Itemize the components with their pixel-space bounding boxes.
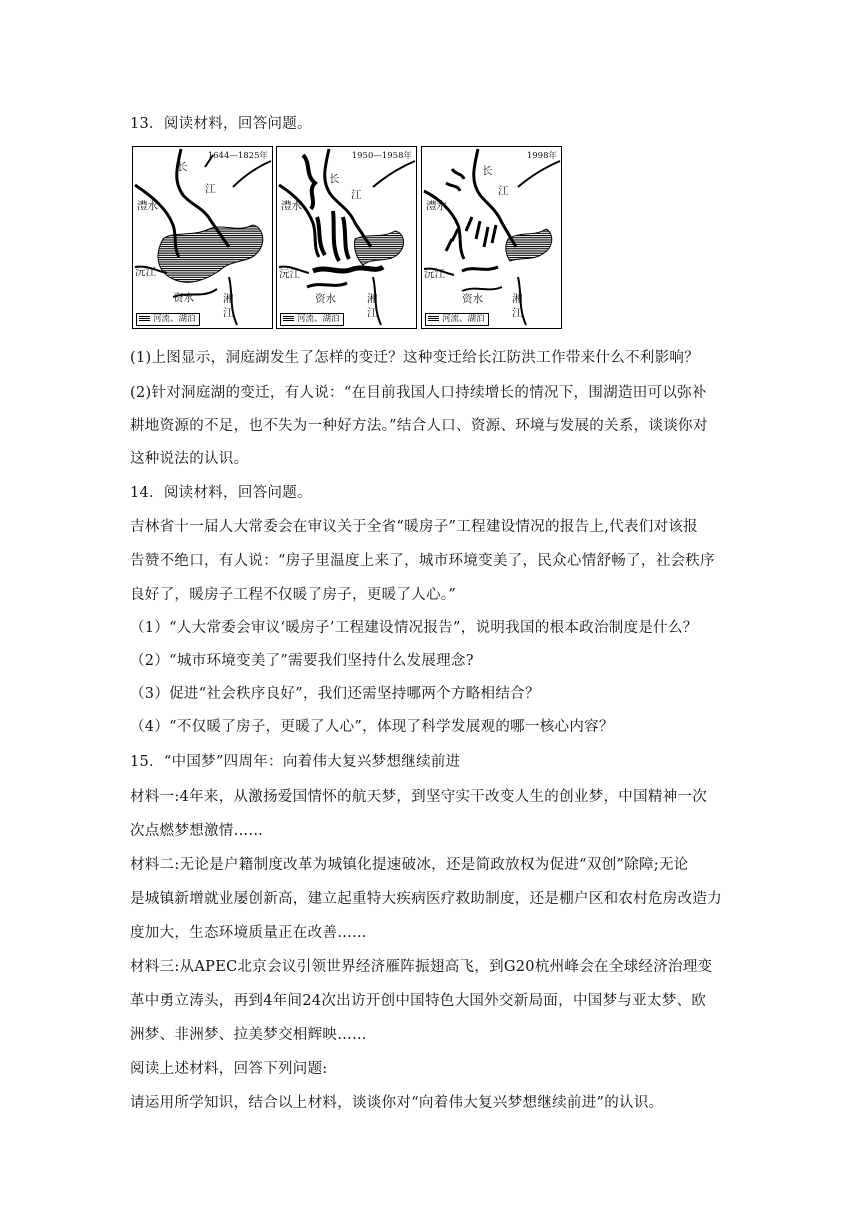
map-1950-1958 <box>276 146 417 329</box>
question-15-material-3-line-3: 洲梦、非洲梦、拉美梦交相辉映…… <box>130 1027 367 1043</box>
river-label-chang: 长 <box>177 161 188 173</box>
river-label-jiang: 江 <box>498 185 509 197</box>
question-14-part-1: （1）“人大常委会审议‘暖房子’工程建设情况报告”，说明我国的根本政治制度是什么？ <box>130 620 698 636</box>
question-13-part-2-line-2: 耕地资源的不足，也不失为一种好方法。”结合人口、资源、环境与发展的关系，谈谈你对 <box>130 418 708 434</box>
question-14-part-2: （2）“城市环境变美了”需要我们坚持什么发展理念? <box>130 653 474 669</box>
map-1998 <box>421 146 562 329</box>
river-label-lishui: 澧水 <box>426 200 447 212</box>
question-14-material-line-2: 告赞不绝口，有人说：“房子里温度上来了，城市环境变美了，民众心情舒畅了，社会秩序 <box>130 553 715 569</box>
river-label-chang: 长 <box>482 165 493 177</box>
river-label-xiang: 湘 <box>367 293 378 305</box>
legend-swatch <box>283 316 294 322</box>
legend-text: 河流、湖泊 <box>153 314 196 324</box>
question-15-material-3-line-1: 材料三:从APEC北京会议引领世界经济雁阵振翅高飞，到G20杭州峰会在全球经济治理变 <box>130 959 713 975</box>
question-14-material-line-3: 良好了，暖房子工程不仅暖了房子，更暖了人心。” <box>130 587 457 603</box>
question-13-part-2-line-1: (2)针对洞庭湖的变迁，有人说：“在目前我国人口持续增长的情况下，围湖造田可以弥补 <box>130 385 707 401</box>
legend-swatch <box>428 316 439 322</box>
map-legend <box>280 313 344 326</box>
question-13-part-1: (1)上图显示，洞庭湖发生了怎样的变迁？这种变迁给长江防洪工作带来什么不利影响？ <box>130 350 700 366</box>
legend-swatch <box>139 316 150 322</box>
question-14-part-3: （3）促进“社会秩序良好”，我们还需坚持哪两个方略相结合？ <box>130 686 540 702</box>
question-15-task: 请运用所学知识，结合以上材料，谈谈你对“向着伟大复兴梦想继续前进”的认识。 <box>130 1095 664 1111</box>
question-14-material-line-1: 吉林省十一届人大常委会在审议关于全省“暖房子”工程建设情况的报告上,代表们对该报 <box>130 519 698 535</box>
question-15-prompt: 阅读上述材料，回答下列问题: <box>130 1061 328 1077</box>
river-label-xiangjiang: 江 <box>512 307 523 319</box>
dongting-lake-maps <box>132 146 564 328</box>
question-15-material-2-line-1: 材料二:无论是户籍制度改革为城镇化提速破冰，还是简政放权为促进“双创”除障;无论 <box>130 857 689 873</box>
question-14-heading: 14．阅读材料，回答问题。 <box>130 485 312 501</box>
river-label-zishui: 资水 <box>173 292 194 304</box>
river-label-lishui: 澧水 <box>281 200 302 212</box>
river-label-lishui: 澧水 <box>137 200 158 212</box>
question-13-heading: 13．阅读材料，回答问题。 <box>130 116 312 132</box>
question-15-material-1-line-1: 材料一:4年来，从激扬爱国情怀的航天梦，到坚守实干改变人生的创业梦，中国精神一次 <box>130 789 708 805</box>
question-15-material-2-line-3: 度加大，生态环境质量正在改善…… <box>130 925 367 941</box>
river-label-jiang: 江 <box>205 183 216 195</box>
legend-text: 河流、湖泊 <box>297 314 340 324</box>
question-14-part-4: （4）“不仅暖了房子，更暖了人心”，体现了科学发展观的哪一核心内容？ <box>130 719 614 735</box>
river-label-xiang: 湘 <box>512 293 523 305</box>
river-label-yuanjiang: 沅江 <box>279 268 300 280</box>
river-label-jiang: 江 <box>351 189 362 201</box>
river-label-zishui: 资水 <box>462 293 483 305</box>
river-label-chang: 长 <box>329 173 340 185</box>
map-1644-1825 <box>132 146 273 329</box>
river-label-xiang: 湘 <box>223 293 234 305</box>
map-legend <box>136 313 200 326</box>
river-label-xiangjiang: 江 <box>223 307 234 319</box>
map-period-label: 1950—1958年 <box>351 151 412 161</box>
question-15-material-1-line-2: 次点燃梦想激情…… <box>130 823 264 839</box>
map-period-label: 1998年 <box>526 151 557 161</box>
river-label-zishui: 资水 <box>315 293 336 305</box>
question-15-material-2-line-2: 是城镇新增就业屡创新高，建立起重特大疾病医疗救助制度，还是棚户区和农村危房改造力 <box>130 891 722 907</box>
map-period-label: 1644—1825年 <box>207 151 268 161</box>
legend-text: 河流、湖泊 <box>442 314 485 324</box>
question-15-heading: 15．“中国梦”四周年：向着伟大复兴梦想继续前进 <box>130 754 461 770</box>
river-label-yuanjiang: 沅江 <box>424 268 445 280</box>
river-label-xiangjiang: 江 <box>367 307 378 319</box>
question-13-part-2-line-3: 这种说法的认识。 <box>130 451 249 467</box>
map-legend <box>425 313 489 326</box>
question-15-material-3-line-2: 革中勇立涛头，再到4年间24次出访开创中国特色大国外交新局面，中国梦与亚太梦、欧 <box>130 993 707 1009</box>
river-label-yuanjiang: 沅江 <box>135 266 156 278</box>
